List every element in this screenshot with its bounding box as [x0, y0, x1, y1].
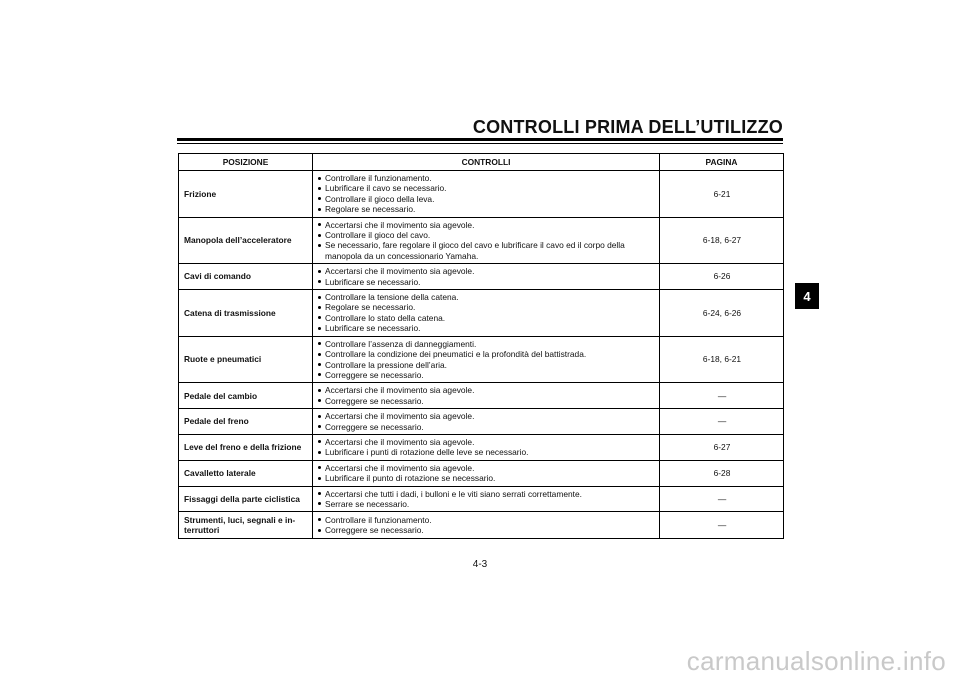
- controls-list: [318, 463, 655, 484]
- controls-list: [318, 173, 655, 215]
- table-row: [179, 383, 784, 409]
- column-header-position: POSIZIONE: [179, 154, 313, 171]
- column-header-page: PAGINA: [660, 154, 784, 171]
- pre-operation-checks-table: [178, 153, 784, 539]
- control-item: Regolare se necessario.: [318, 302, 655, 312]
- control-item: Lubrificare i punti di rotazione delle leve se necessario.: [318, 447, 655, 457]
- control-item: Controllare lo stato della catena.: [318, 313, 655, 323]
- controls-cell: [313, 383, 660, 409]
- controls-cell: [313, 290, 660, 337]
- position-cell: Catena di trasmissione: [179, 290, 313, 337]
- controls-cell: [313, 264, 660, 290]
- control-item: Accertarsi che il movimento sia agevole.: [318, 220, 655, 230]
- controls-list: [318, 385, 655, 406]
- control-item: Lubrificare il punto di rotazione se necessario.: [318, 473, 655, 483]
- table-row: [179, 290, 784, 337]
- position-cell: Manopola dell’acceleratore: [179, 217, 313, 264]
- controls-cell: [313, 409, 660, 435]
- page-cell: 6-18, 6-27: [660, 217, 784, 264]
- position-cell: Strumenti, luci, segnali e in-terruttori: [179, 512, 313, 539]
- controls-cell: [313, 512, 660, 539]
- controls-list: [318, 437, 655, 458]
- table-row: [179, 264, 784, 290]
- position-cell: Frizione: [179, 171, 313, 218]
- position-cell: Pedale del cambio: [179, 383, 313, 409]
- page-number: 4-3: [472, 559, 488, 570]
- control-item: Controllare la condizione dei pneumatici e la profondità del battistrada.: [318, 349, 655, 359]
- page-cell: 6-26: [660, 264, 784, 290]
- table-row: [179, 512, 784, 539]
- position-cell: Cavi di comando: [179, 264, 313, 290]
- table-row: [179, 336, 784, 383]
- controls-list: [318, 292, 655, 334]
- control-item: Accertarsi che il movimento sia agevole.: [318, 437, 655, 447]
- watermark: carmanualsonline.info: [686, 646, 946, 676]
- control-item: Se necessario, fare regolare il gioco del cavo e lubrificare il cavo ed il corpo della manopola da un concessionario Yamaha.: [318, 240, 655, 261]
- page-cell: —: [660, 486, 784, 512]
- control-item: Controllare l’assenza di danneggiamenti.: [318, 339, 655, 349]
- page-cell: —: [660, 512, 784, 539]
- control-item: Controllare il funzionamento.: [318, 515, 655, 525]
- controls-cell: [313, 460, 660, 486]
- position-cell: Cavalletto laterale: [179, 460, 313, 486]
- table-row: [179, 434, 784, 460]
- control-item: Lubrificare se necessario.: [318, 277, 655, 287]
- controls-cell: [313, 217, 660, 264]
- control-item: Serrare se necessario.: [318, 499, 655, 509]
- table-header-row: [179, 154, 784, 171]
- control-item: Accertarsi che il movimento sia agevole.: [318, 385, 655, 395]
- page-cell: —: [660, 409, 784, 435]
- table-row: [179, 486, 784, 512]
- controls-list: [318, 489, 655, 510]
- title-rule-thin: [177, 143, 783, 144]
- position-cell: Leve del freno e della frizione: [179, 434, 313, 460]
- controls-cell: [313, 486, 660, 512]
- control-item: Accertarsi che tutti i dadi, i bulloni e le viti siano serrati correttamente.: [318, 489, 655, 499]
- control-item: Controllare il gioco del cavo.: [318, 230, 655, 240]
- controls-cell: [313, 171, 660, 218]
- controls-list: [318, 339, 655, 381]
- controls-cell: [313, 336, 660, 383]
- control-item: Controllare la pressione dell’aria.: [318, 360, 655, 370]
- control-item: Correggere se necessario.: [318, 422, 655, 432]
- position-cell: Ruote e pneumatici: [179, 336, 313, 383]
- control-item: Accertarsi che il movimento sia agevole.: [318, 463, 655, 473]
- control-item: Regolare se necessario.: [318, 204, 655, 214]
- page-cell: 6-24, 6-26: [660, 290, 784, 337]
- title-rule-thick: [177, 138, 783, 141]
- position-cell: Pedale del freno: [179, 409, 313, 435]
- control-item: Accertarsi che il movimento sia agevole.: [318, 266, 655, 276]
- control-item: Lubrificare se necessario.: [318, 323, 655, 333]
- control-item: Correggere se necessario.: [318, 525, 655, 535]
- controls-list: [318, 266, 655, 287]
- control-item: Lubrificare il cavo se necessario.: [318, 183, 655, 193]
- table-row: [179, 171, 784, 218]
- page-cell: 6-28: [660, 460, 784, 486]
- control-item: Accertarsi che il movimento sia agevole.: [318, 411, 655, 421]
- control-item: Correggere se necessario.: [318, 396, 655, 406]
- column-header-controls: CONTROLLI: [313, 154, 660, 171]
- controls-list: [318, 220, 655, 262]
- chapter-tab: 4: [795, 283, 819, 309]
- control-item: Controllare la tensione della catena.: [318, 292, 655, 302]
- controls-list: [318, 515, 655, 536]
- table-row: [179, 460, 784, 486]
- page-cell: —: [660, 383, 784, 409]
- position-cell: Fissaggi della parte ciclistica: [179, 486, 313, 512]
- controls-list: [318, 411, 655, 432]
- control-item: Controllare il funzionamento.: [318, 173, 655, 183]
- table-body: [179, 171, 784, 539]
- page-cell: 6-27: [660, 434, 784, 460]
- page-cell: 6-18, 6-21: [660, 336, 784, 383]
- page-title: CONTROLLI PRIMA DELL’UTILIZZO: [472, 117, 783, 137]
- page-cell: 6-21: [660, 171, 784, 218]
- controls-cell: [313, 434, 660, 460]
- control-item: Controllare il gioco della leva.: [318, 194, 655, 204]
- table-row: [179, 409, 784, 435]
- table-row: [179, 217, 784, 264]
- control-item: Correggere se necessario.: [318, 370, 655, 380]
